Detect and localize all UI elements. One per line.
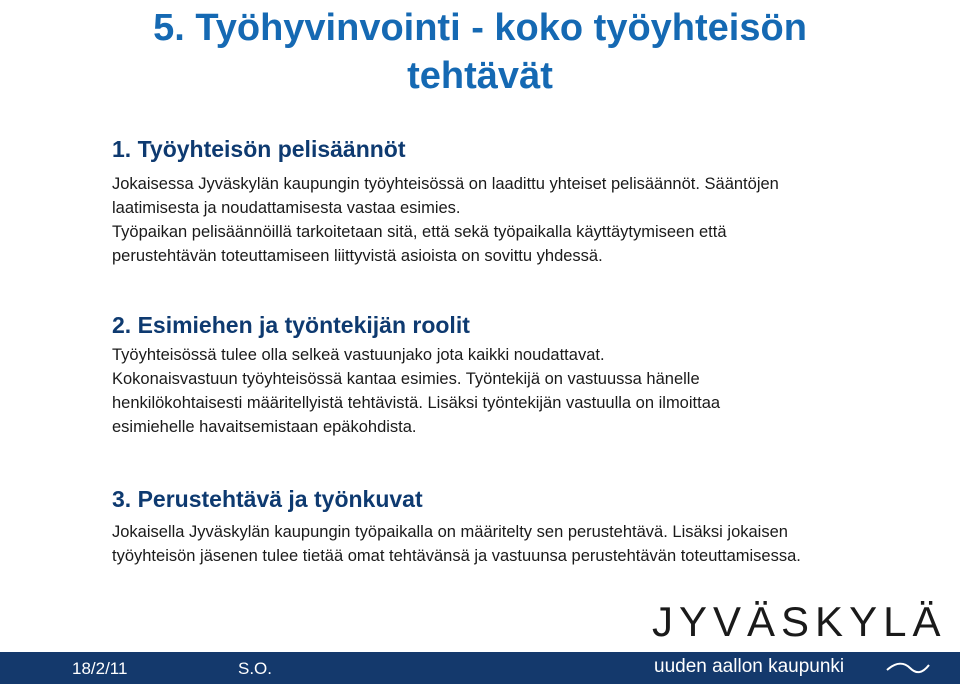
paragraph-line: työyhteisön jäsenen tulee tietää omat tehtävänsä ja vastuunsa perustehtävän toteuttamisessa. [112,547,801,565]
wave-icon [886,661,930,675]
paragraph-line: laatimisesta ja noudattamisesta vastaa esimies. [112,199,461,217]
paragraph-line: henkilökohtaisesti määritellyistä tehtävistä. Lisäksi työntekijän vastuulla on ilmoittaa [112,394,721,412]
slide-title-line-1: 5. Työhyvinvointi - koko työyhteisön [153,7,807,49]
footer-bar [0,652,960,684]
paragraph-line: esimiehelle havaitsemistaan epäkohdista. [112,418,417,436]
paragraph-line: Jokaisella Jyväskylän kaupungin työpaikalla on määritelty sen perustehtävä. Lisäksi jokaisen [112,523,788,541]
paragraph-line: Kokonaisvastuun työyhteisössä kantaa esimies. Työntekijä on vastuussa hänelle [112,370,700,388]
paragraph-line: Työyhteisössä tulee olla selkeä vastuunjako jota kaikki noudattavat. [112,346,605,364]
section-heading: 3. Perustehtävä ja työnkuvat [112,486,423,512]
slide-title [60,4,900,100]
section-heading: 1. Työyhteisön pelisäännöt [112,136,406,162]
section-paragraph [112,520,932,568]
footer-author: S.O. [238,659,273,678]
footer-date: 18/2/11 [72,659,128,678]
logo-slogan: uuden aallon kaupunki [654,656,845,677]
paragraph-line: Työpaikan pelisäännöillä tarkoitetaan sitä, että sekä työpaikalla käyttäytymiseen että [112,223,727,241]
slide-title-line-2: tehtävät [407,55,553,97]
paragraph-line: Jokaisessa Jyväskylän kaupungin työyhteisössä on laadittu yhteiset pelisäännöt. Sääntöjen [112,175,779,193]
section-heading: 2. Esimiehen ja työntekijän roolit [112,312,470,338]
section-paragraph [112,343,932,439]
paragraph-line: perustehtävän toteuttamiseen liittyvistä asioista on sovittu yhdessä. [112,247,603,265]
section-paragraph [112,172,932,268]
jyvaskyla-logo-wordmark: JYVÄSKYLÄ [652,598,947,645]
